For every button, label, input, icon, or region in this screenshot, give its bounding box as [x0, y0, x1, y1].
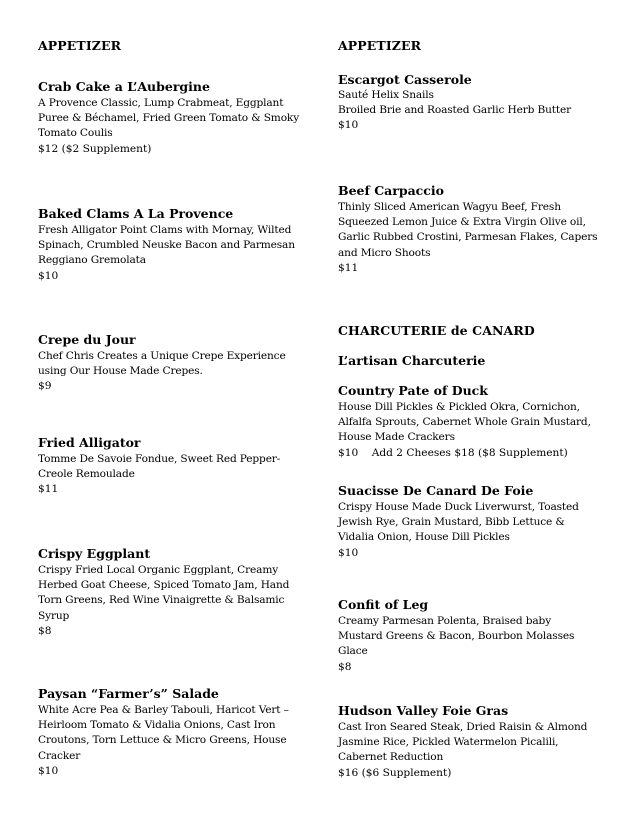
description-line: Jasmine Rice, Pickled Watermelon Picalili,: [338, 736, 559, 749]
menu-item-description: [38, 96, 313, 142]
menu-item-baked-clams: [38, 206, 313, 284]
menu-item-name: Suacisse De Canard De Foie: [338, 483, 534, 498]
description-line: Cracker: [38, 749, 81, 762]
menu-item-description: [338, 200, 613, 261]
menu-item-description: [38, 703, 313, 764]
menu-item-name: Crispy Eggplant: [38, 546, 151, 561]
section-heading-charcuterie: CHARCUTERIE de CANARD: [338, 323, 535, 338]
description-line: Crispy Fried Local Organic Eggplant, Creamy: [38, 564, 279, 576]
description-line: Broiled Brie and Roasted Garlic Herb Butter: [338, 104, 572, 117]
description-line: using Our House Made Crepes.: [38, 365, 203, 378]
menu-item-country-pate: [338, 383, 613, 461]
menu-item-escargot-casserole: [338, 72, 613, 134]
description-line: A Provence Classic, Lump Crabmeat, Eggplant: [38, 97, 284, 109]
menu-item-beef-carpaccio: [338, 183, 613, 276]
description-line: Squeezed Lemon Juice & Extra Virgin Olive oil,: [338, 216, 586, 229]
menu-item-price: $10: [338, 119, 359, 132]
menu-item-description: [338, 614, 613, 660]
description-line: Sauté Helix Snails: [338, 89, 434, 101]
description-line: Jewish Rye, Grain Mustard, Bibb Lettuce &: [338, 516, 565, 529]
description-line: Herbed Goat Cheese, Spiced Tomato Jam, Hand: [38, 579, 290, 592]
section-heading-appetizer-left: APPETIZER: [38, 38, 122, 53]
description-line: Torn Greens, Red Wine Vinaigrette & Balsamic: [38, 594, 285, 607]
menu-item-price: $10: [38, 269, 59, 282]
menu-item-description: [338, 88, 613, 118]
description-line: Alfalfa Sprouts, Cabernet Whole Grain Mustard,: [338, 416, 591, 429]
description-line: Chef Chris Creates a Unique Crepe Experience: [38, 350, 286, 362]
menu-item-name: Crepe du Jour: [38, 332, 136, 347]
description-line: Croutons, Torn Lettuce & Micro Greens, House: [38, 734, 287, 747]
section-heading-appetizer-right: APPETIZER: [338, 38, 422, 53]
description-line: Cabernet Reduction: [338, 751, 444, 764]
description-line: Cast Iron Seared Steak, Dried Raisin & Almond: [338, 721, 588, 733]
menu-item-description: [338, 400, 613, 446]
menu-item-hudson-valley-foie-gras: [338, 703, 613, 781]
description-line: Spinach, Crumbled Neuske Bacon and Parmesan: [38, 239, 295, 252]
menu-item-price: $10: [338, 546, 359, 559]
description-line: Puree & Béchamel, Fried Green Tomato & Smoky: [38, 112, 300, 125]
description-line: Syrup: [38, 609, 70, 622]
menu-item-paysan-salade: [38, 686, 313, 779]
menu-item-description: [38, 223, 313, 269]
description-line: Glace: [338, 645, 368, 658]
description-line: Thinly Sliced American Wagyu Beef, Fresh: [338, 201, 561, 213]
menu-item-price: $8: [338, 660, 352, 673]
description-line: and Micro Shoots: [338, 246, 431, 259]
menu-item-name: Fried Alligator: [38, 435, 141, 450]
menu-item-name: Country Pate of Duck: [338, 383, 488, 398]
description-line: Mustard Greens & Bacon, Bourbon Molasses: [338, 630, 575, 643]
menu-item-crab-cake: [38, 79, 313, 157]
menu-item-price: $8: [38, 624, 52, 637]
description-line: Tomato Coulis: [38, 127, 113, 140]
description-line: Reggiano Gremolata: [38, 254, 146, 267]
menu-item-price: $11: [338, 261, 359, 274]
description-line: Tomme De Savoie Fondue, Sweet Red Pepper-: [38, 453, 281, 465]
description-line: Fresh Alligator Point Clams with Mornay, Wilted: [38, 224, 292, 236]
menu-item-price: $9: [38, 380, 52, 393]
description-line: Heirloom Tomato & Vidalia Onions, Cast Iron: [38, 719, 276, 732]
menu-item-confit-of-leg: [338, 597, 613, 675]
menu-item-description: [338, 720, 613, 766]
menu-item-name: Hudson Valley Foie Gras: [338, 703, 509, 718]
menu-item-name: Crab Cake a L’Aubergine: [38, 79, 210, 94]
menu-item-price: $16 ($6 Supplement): [338, 766, 452, 779]
menu-item-description: [38, 563, 313, 624]
menu-item-description: [38, 349, 313, 379]
menu-item-fried-alligator: [38, 435, 313, 498]
menu-item-saucisse-de-canard: [338, 483, 613, 561]
description-line: Creole Remoulade: [38, 468, 135, 481]
menu-item-price: $10 Add 2 Cheeses $18 ($8 Supplement): [338, 446, 568, 459]
menu-item-price: $11: [38, 483, 59, 496]
description-line: House Dill Pickles & Pickled Okra, Cornichon,: [338, 401, 580, 413]
section-subheading-artisan-charcuterie: L’artisan Charcuterie: [338, 353, 486, 368]
description-line: House Made Crackers: [338, 431, 455, 444]
menu-item-description: [38, 452, 313, 482]
description-line: Garlic Rubbed Crostini, Parmesan Flakes, Capers: [338, 231, 598, 244]
menu-item-crepe-du-jour: [38, 332, 313, 395]
menu-item-price: $12 ($2 Supplement): [38, 142, 152, 155]
description-line: Creamy Parmesan Polenta, Braised baby: [338, 615, 552, 627]
description-line: White Acre Pea & Barley Tabouli, Haricot Vert –: [38, 704, 289, 716]
menu-item-name: Escargot Casserole: [338, 72, 472, 87]
menu-item-name: Beef Carpaccio: [338, 183, 444, 198]
description-line: Vidalia Onion, House Dill Pickles: [338, 531, 510, 544]
menu-item-name: Baked Clams A La Provence: [38, 206, 234, 221]
menu-item-crispy-eggplant: [38, 546, 313, 639]
menu-item-description: [338, 500, 613, 546]
menu-item-name: Confit of Leg: [338, 597, 429, 612]
menu-item-price: $10: [38, 764, 59, 777]
description-line: Crispy House Made Duck Liverwurst, Toasted: [338, 501, 579, 513]
menu-item-name: Paysan “Farmer’s” Salade: [38, 686, 219, 701]
